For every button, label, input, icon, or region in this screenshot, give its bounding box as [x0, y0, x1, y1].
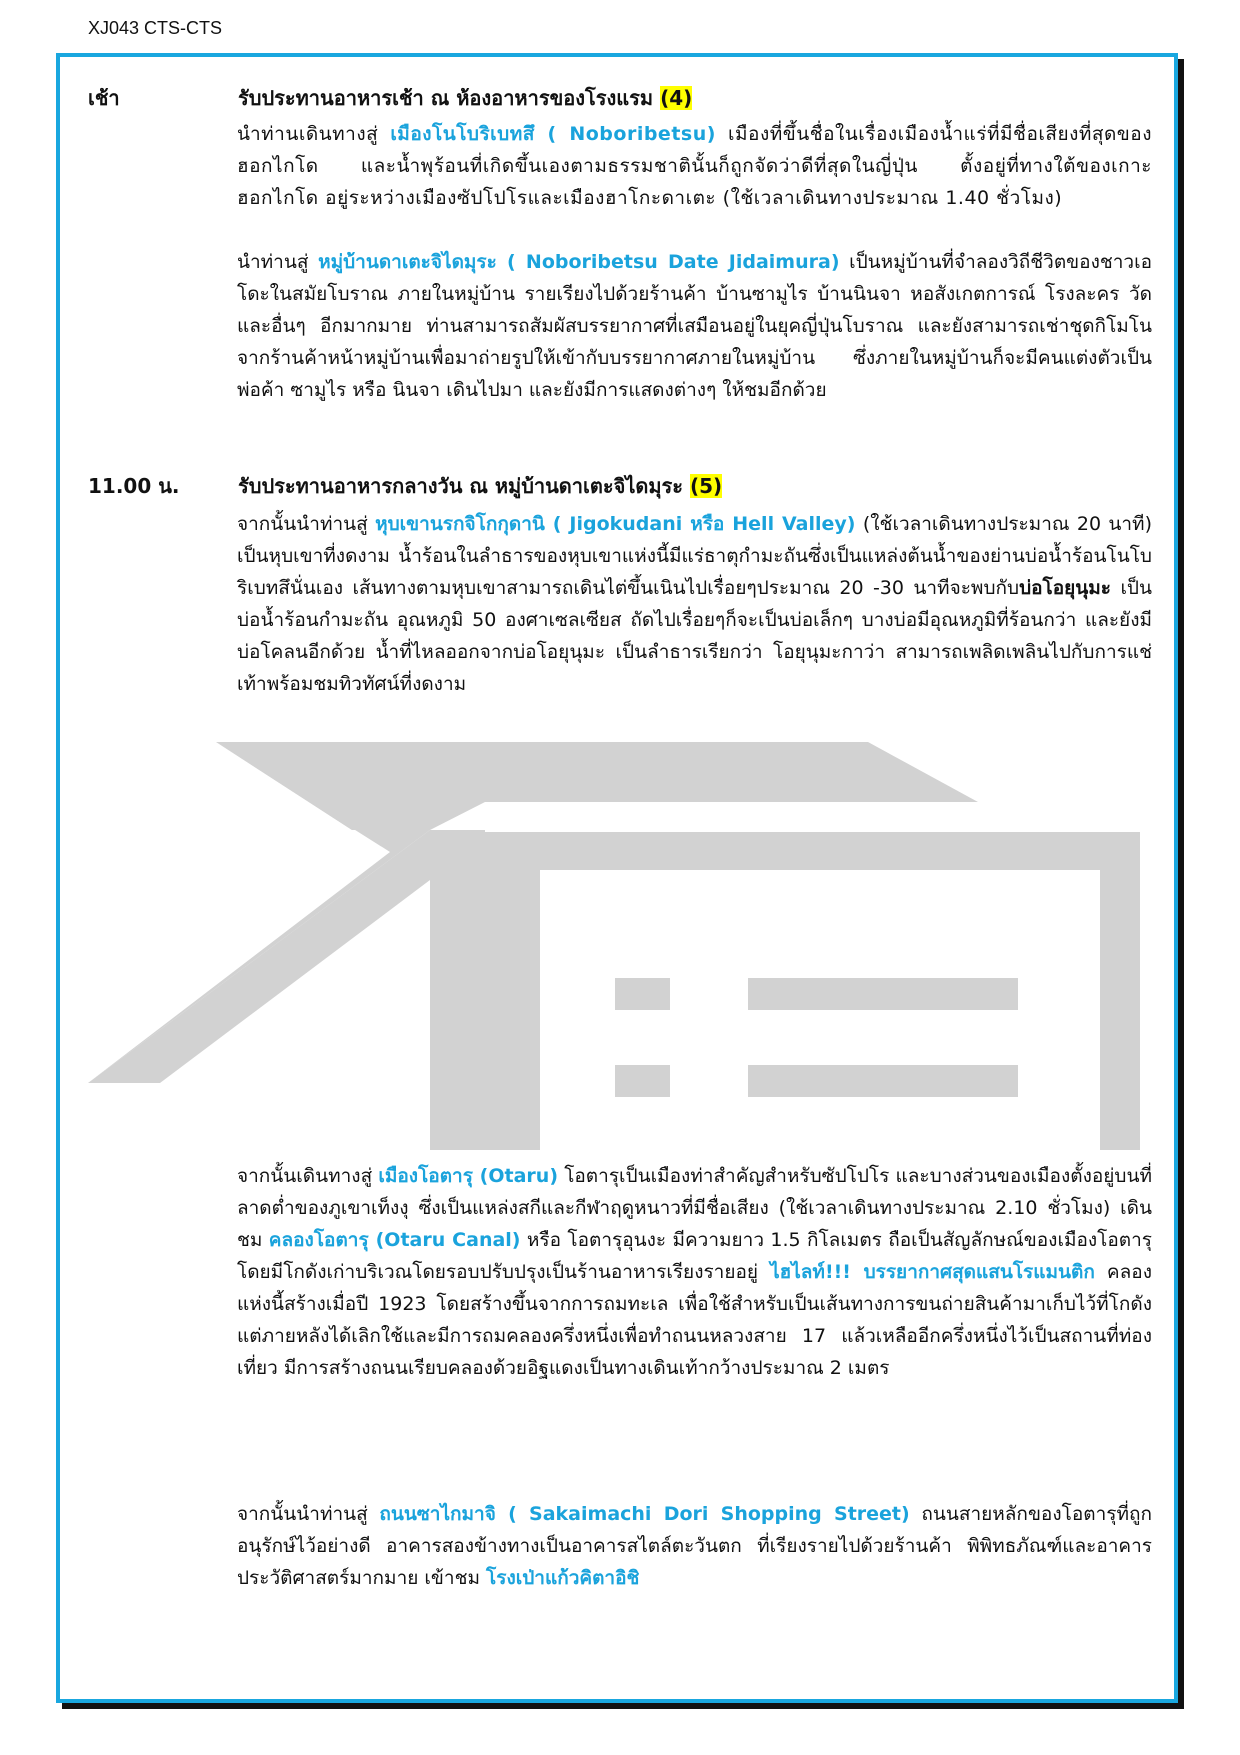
document-code: XJ043 CTS-CTS [88, 18, 223, 38]
paragraph-jidaimura [237, 246, 1152, 406]
oyunuma-pond: บ่อโอยุนุมะ [1019, 577, 1112, 599]
paragraph-noboribetsu [237, 118, 1152, 214]
time-label-morning: เช้า [88, 86, 120, 110]
lunch-title [238, 470, 722, 503]
time-label-lunch: 11.00 น. [88, 474, 180, 498]
meal-number-badge: (5) [690, 474, 723, 498]
breakfast-title [238, 82, 692, 115]
p4-intro: จากนั้นเดินทางสู่ [237, 1165, 379, 1187]
place-otaru-canal: คลองโอตารุ (Otaru Canal) [268, 1229, 521, 1251]
place-jigokudani: หุบเขานรกจิโกกุดานิ ( Jigokudani หรือ Hell Valley) [375, 513, 856, 535]
p4-end: คลองแห่งนี้สร้างเมื่อปี 1923 โดยสร้างขึ้นจากการถมทะเล เพื่อใช้สำหรับเป็นเส้นทางการขนถ่ายสินค้ามาเก็บไว้ที่โกดัง แต่ภายหลังได้เลิกใช้และมีการถมคลองครึ่งหนึ่งเพื่อทำถนนหลวงสาย 17 แล้วเหลืออีกครึ่งหนึ่งไว้เป็นสถานที่ท่องเที่ยว มีการสร้างถนนเรียบคลองด้วยอิฐแดงเป็นทางเดินเท้ากว้างประมาณ 2 เมตร [237, 1261, 1152, 1379]
paragraph-otaru [237, 1160, 1152, 1384]
lunch-text: รับประทานอาหารกลางวัน ณ หมู่บ้านดาเตะจิไดมุระ [238, 474, 690, 498]
place-otaru: เมืองโอตารุ (Otaru) [378, 1165, 558, 1187]
paragraph-sakaimachi [237, 1498, 1152, 1594]
p3-end: เป็นบ่อน้ำร้อนกำมะถัน อุณหภูมิ 50 องศาเซลเซียส ถัดไปเรื่อยๆก็จะเป็นบ่อเล็กๆ บางบ่อมีอุณหภูมิที่ร้อนกว่า และยังมีบ่อโคลนอีกด้วย น้ำที่ไหลออกจากบ่อโอยุนุมะ เป็นลำธารเรียกว่า โอยุนุมะกาว่า สามารถเพลิดเพลินไปกับการแช่เท้าพร้อมชมทิวทัศน์ที่งดงาม [237, 577, 1152, 695]
p2-intro: นำท่านสู่ [237, 251, 319, 273]
highlight-romantic: ไฮไลท์!!! บรรยากาศสุดแสนโรแมนติก [770, 1261, 1095, 1283]
p1-body: เมืองที่ขึ้นชื่อในเรื่องเมืองน้ำแร่ที่มีชื่อเสียงที่สุดของฮอกไกโด และน้ำพุร้อนที่เกิดขึ้นเองตามธรรมชาตินั้นก็ถูกจัดว่าดีที่สุดในญี่ปุ่น ตั้งอยู่ที่ทางใต้ของเกาะฮอกไกโด อยู่ระหว่างเมืองซัปโปโรและเมืองฮาโกะดาเตะ (ใช้เวลาเดินทางประมาณ 1.40 ชั่วโมง) [237, 123, 1152, 209]
p4-body2: หรือ โอตารุอุนงะ มีความยาว 1.5 กิโลเมตร ถือเป็นสัญลักษณ์ของเมืองโอตารุ โดยมีโกดังเก่าบริเวณโดยรอบปรับปรุงเป็นร้านอาหารเรียงรายอยู่ [237, 1229, 1153, 1283]
p1-intro: นำท่านเดินทางสู่ [237, 123, 391, 145]
p3-body: (ใช้เวลาเดินทางประมาณ 20 นาที) เป็นหุบเขาที่งดงาม น้ำร้อนในลำธารของหุบเขาแห่งนี้มีแร่ธาตุกำมะถันซึ่งเป็นแหล่งต้นน้ำของย่านบ่อน้ำร้อนโนโบริเบทสึนั่นเอง เส้นทางตามหุบเขาสามารถเดินไต่ขึ้นเนินไปเรื่อยๆประมาณ 20 -30 นาทีจะพบกับ [237, 513, 1152, 599]
place-jidaimura: หมู่บ้านดาเตะจิไดมุระ ( Noboribetsu Date Jidaimura) [318, 251, 840, 273]
place-noboribetsu: เมืองโนโบริเบทสึ ( Noboribetsu) [390, 123, 716, 145]
place-kitaichi-glass: โรงเป่าแก้วคิตาอิชิ [486, 1567, 640, 1589]
p3-intro: จากนั้นนำท่านสู่ [237, 513, 376, 535]
p4-body1: โอตารุเป็นเมืองท่าสำคัญสำหรับซัปโปโร และบางส่วนของเมืองตั้งอยู่บนที่ลาดต่ำของภูเขาเท็งงุ ซึ่งเป็นแหล่งสกีและกีฬาฤดูหนาวที่มีชื่อเสียง (ใช้เวลาเดินทางประมาณ 2.10 ชั่วโมง) เดินชม [237, 1165, 1152, 1251]
paragraph-jigokudani [237, 508, 1152, 700]
p5-body: ถนนสายหลักของโอตารุที่ถูกอนุรักษ์ไว้อย่างดี อาคารสองข้างทางเป็นอาคารสไตล์ตะวันตก ที่เรียงรายไปด้วยร้านค้า พิพิทธภัณฑ์และอาคารประวัติศาสตร์มากมาย เข้าชม [237, 1503, 1152, 1589]
meal-number-badge: (4) [660, 86, 693, 110]
breakfast-text: รับประทานอาหารเช้า ณ ห้องอาหารของโรงแรม [238, 86, 661, 110]
p2-body: เป็นหมู่บ้านที่จำลองวิถีชีวิตของชาวเอโดะในสมัยโบราณ ภายในหมู่บ้าน รายเรียงไปด้วยร้านค้า บ้านซามูไร บ้านนินจา หอสังเกตการณ์ โรงละคร วัด และอื่นๆ อีกมากมาย ท่านสามารถสัมผัสบรรยากาศที่เสมือนอยู่ในยุคญี่ปุ่นโบราณ และยังสามารถเช่าชุดกิโมโนจากร้านค้าหน้าหมู่บ้านเพื่อมาถ่ายรูปให้เข้ากับบรรยากาศภายในหมู่บ้าน ซึ่งภายในหมู่บ้านก็จะมีคนแต่งตัวเป็นพ่อค้า ซามูไร หรือ นินจา เดินไปมา และยังมีการแสดงต่างๆ ให้ชมอีกด้วย [237, 251, 1152, 401]
p5-intro: จากนั้นนำท่านสู่ [237, 1503, 380, 1525]
place-sakaimachi: ถนนซาไกมาจิ ( Sakaimachi Dori Shopping Street) [379, 1503, 910, 1525]
